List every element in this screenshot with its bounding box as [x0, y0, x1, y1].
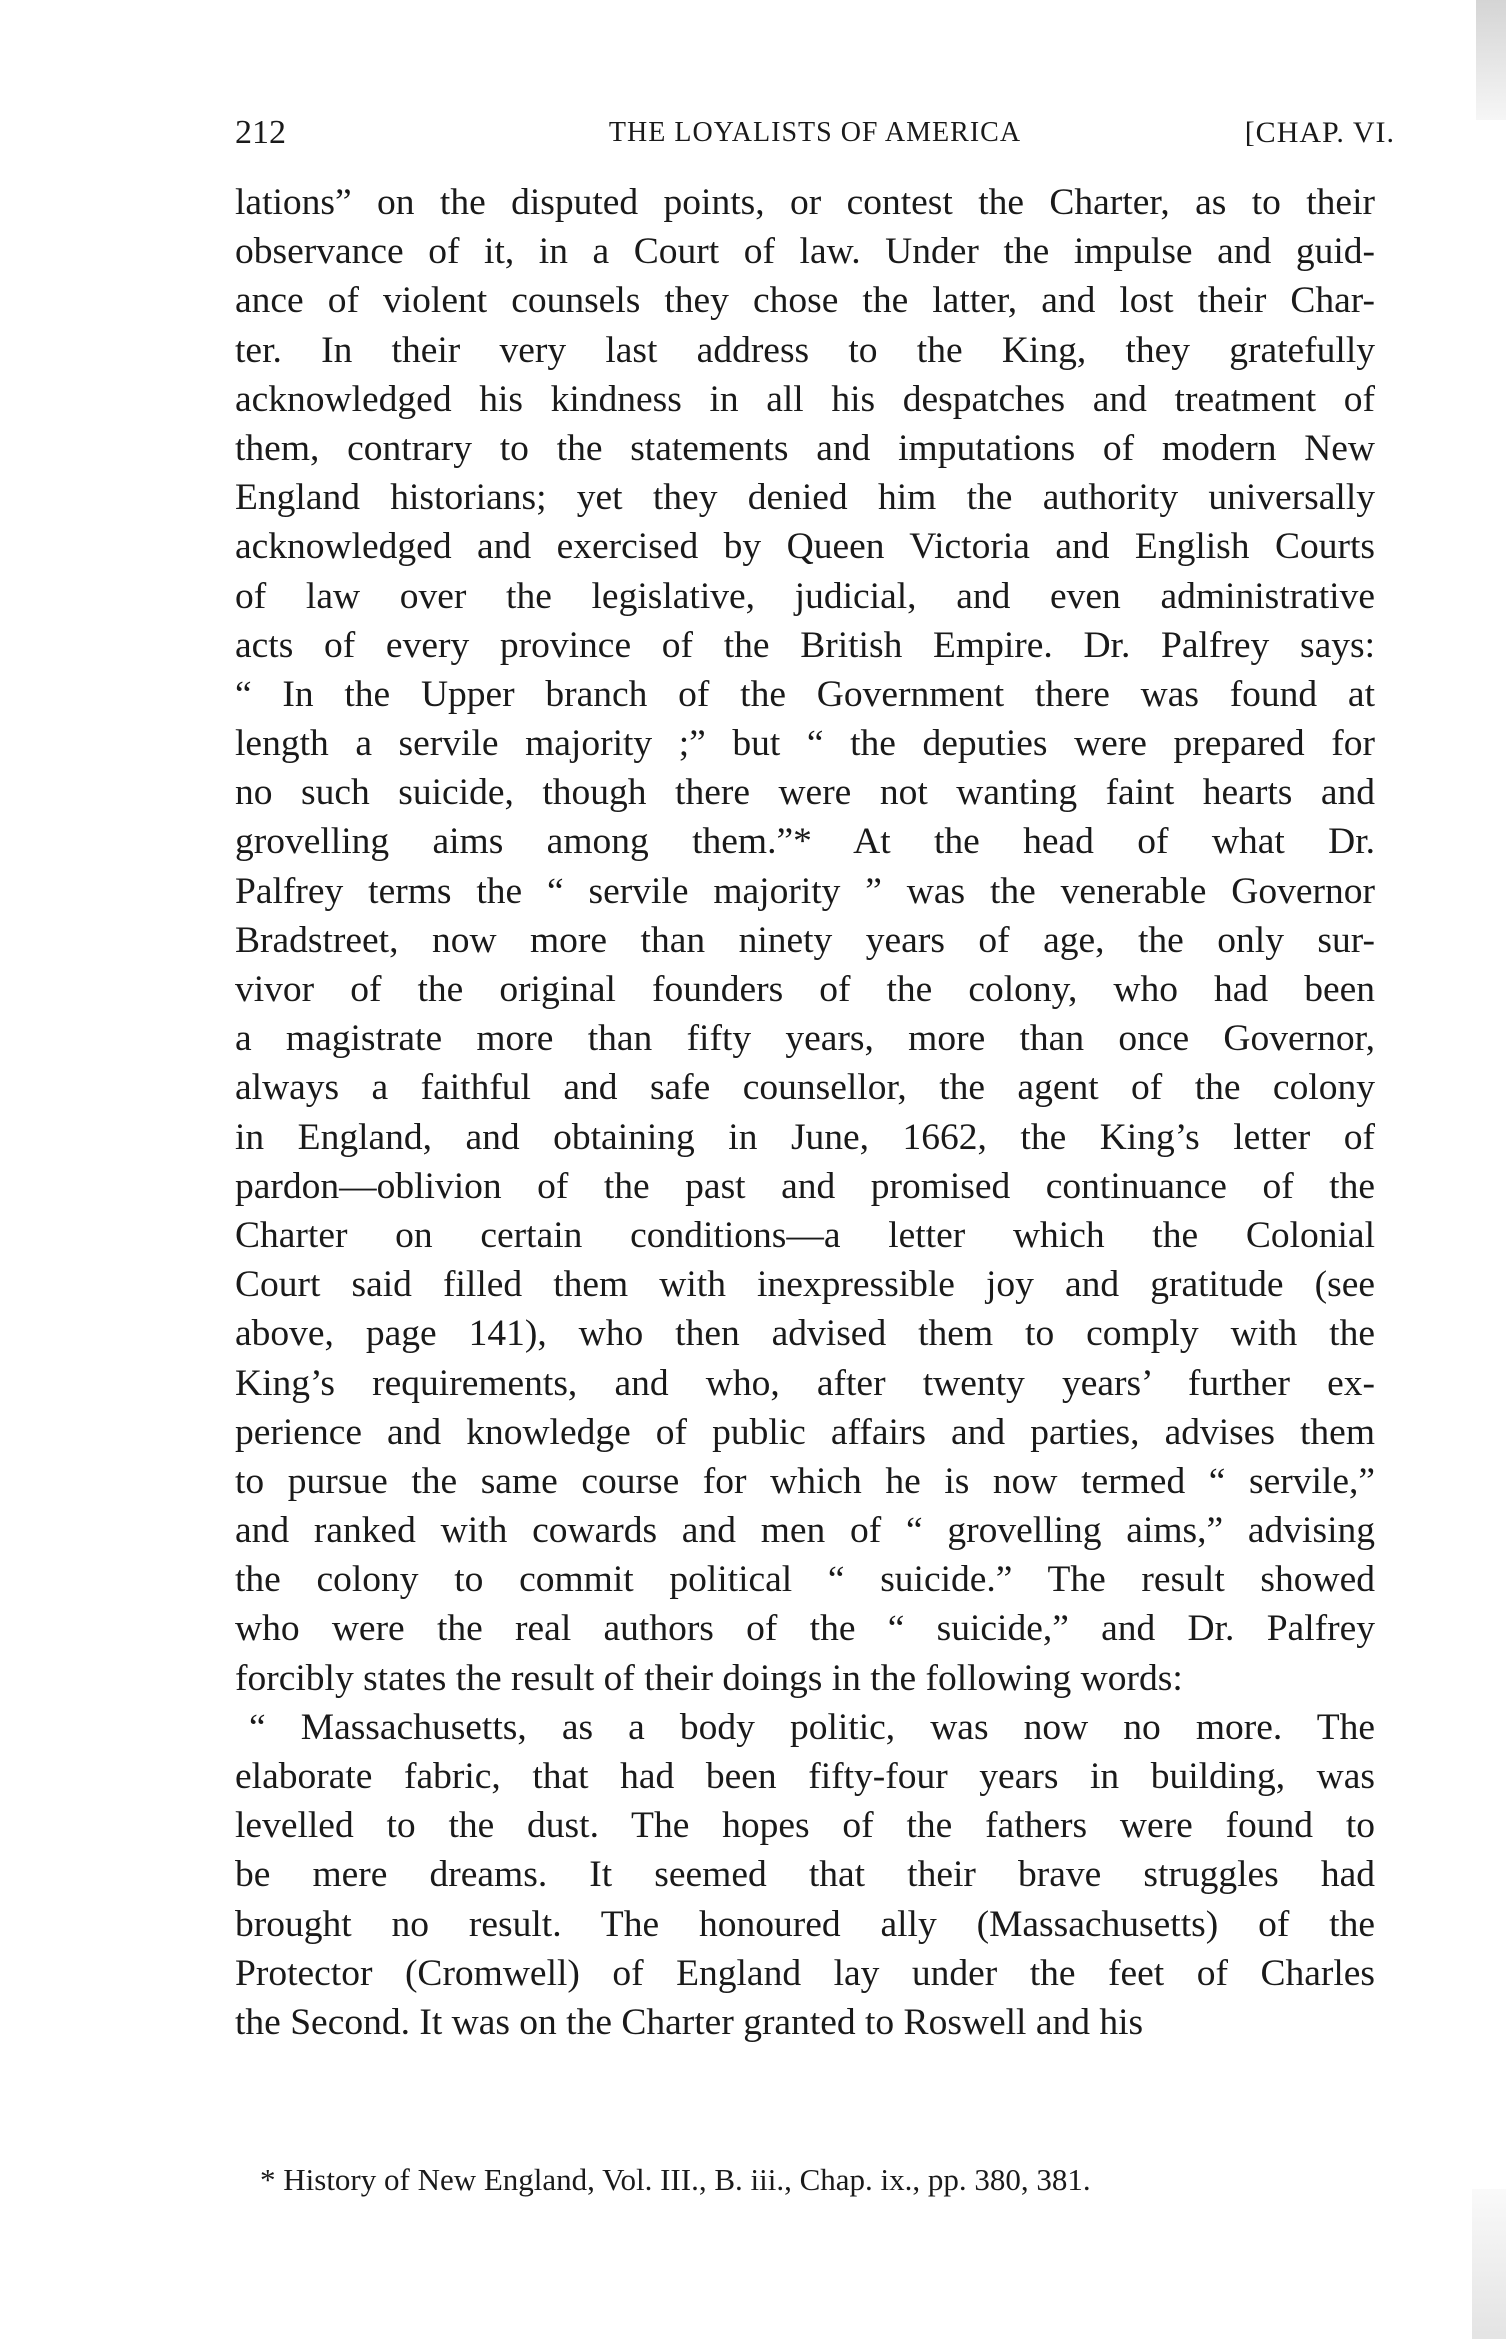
text-line: who were the real authors of the “ suicide,” and Dr. Palfrey [235, 1608, 1375, 1650]
text-line: of law over the legislative, judicial, and even administrative [235, 575, 1375, 617]
text-line: acts of every province of the British Empire. Dr. Palfrey says: [235, 624, 1375, 666]
text-line: Protector (Cromwell) of England lay under the feet of Charles [235, 1952, 1375, 1994]
text-line: the colony to commit political “ suicide.” The result showed [235, 1559, 1375, 1601]
text-line: to pursue the same course for which he is now termed “ servile,” [235, 1460, 1375, 1502]
text-line: pardon—oblivion of the past and promised continuance of the [235, 1165, 1375, 1207]
text-line: them, contrary to the statements and imputations of modern New [235, 427, 1375, 469]
text-line: Bradstreet, now more than ninety years of age, the only sur- [235, 919, 1375, 961]
text-line: Palfrey terms the “ servile majority ” was the venerable Governor [235, 870, 1375, 912]
text-line: grovelling aims among them.”* At the head of what Dr. [235, 821, 1375, 863]
text-line: ance of violent counsels they chose the latter, and lost their Char- [235, 280, 1375, 322]
text-line: ter. In their very last address to the King, they gratefully [235, 329, 1375, 371]
scan-edge-shadow-top [1476, 0, 1506, 120]
text-line: levelled to the dust. The hopes of the fathers were found to [235, 1805, 1375, 1847]
text-line: “ Massachusetts, as a body politic, was now no more. The [249, 1706, 1375, 1748]
text-line: brought no result. The honoured ally (Massachusetts) of the [235, 1903, 1375, 1945]
text-line: in England, and obtaining in June, 1662, the King’s letter of [235, 1116, 1375, 1158]
text-line: Charter on certain conditions—a letter which the Colonial [235, 1214, 1375, 1256]
text-line: the Second. It was on the Charter granted to Roswell and his [235, 2001, 1144, 2043]
page-number: 212 [235, 114, 286, 151]
text-line: King’s requirements, and who, after twenty years’ further ex- [235, 1362, 1375, 1404]
text-line: no such suicide, though there were not wanting faint hearts and [235, 772, 1375, 814]
text-line: length a servile majority ;” but “ the deputies were prepared for [235, 723, 1375, 765]
text-line: observance of it, in a Court of law. Under the impulse and guid- [235, 231, 1375, 273]
text-line: England historians; yet they denied him the authority universally [235, 477, 1375, 519]
scan-edge-shadow-bottom [1472, 2189, 1506, 2339]
chapter-reference: [CHAP. VI. [1244, 116, 1395, 149]
text-line: acknowledged his kindness in all his despatches and treatment of [235, 378, 1375, 420]
body-text [235, 178, 1375, 2047]
text-line: forcibly states the result of their doings in the following words: [235, 1657, 1183, 1699]
text-line: perience and knowledge of public affairs and parties, advises them [235, 1411, 1375, 1453]
text-line: and ranked with cowards and men of “ grovelling aims,” advising [235, 1510, 1375, 1552]
text-line: acknowledged and exercised by Queen Victoria and English Courts [235, 526, 1375, 568]
text-line: Court said filled them with inexpressible joy and gratitude (see [235, 1264, 1375, 1306]
text-line: above, page 141), who then advised them to comply with the [235, 1313, 1375, 1355]
running-title: THE LOYALISTS OF AMERICA [608, 117, 1022, 148]
text-line: elaborate fabric, that had been fifty-four years in building, was [235, 1756, 1375, 1797]
text-line: a magistrate more than fifty years, more than once Governor, [235, 1018, 1375, 1060]
running-header [235, 108, 1395, 158]
text-line: lations” on the disputed points, or contest the Charter, as to their [235, 182, 1375, 223]
footnote: * History of New England, Vol. III., B. iii., Chap. ix., pp. 380, 381. [260, 2162, 1091, 2197]
text-line: always a faithful and safe counsellor, the agent of the colony [235, 1067, 1375, 1109]
text-line: “ In the Upper branch of the Government there was found at [235, 673, 1375, 715]
text-line: vivor of the original founders of the colony, who had been [235, 969, 1375, 1010]
text-line: be mere dreams. It seemed that their brave struggles had [235, 1854, 1375, 1896]
